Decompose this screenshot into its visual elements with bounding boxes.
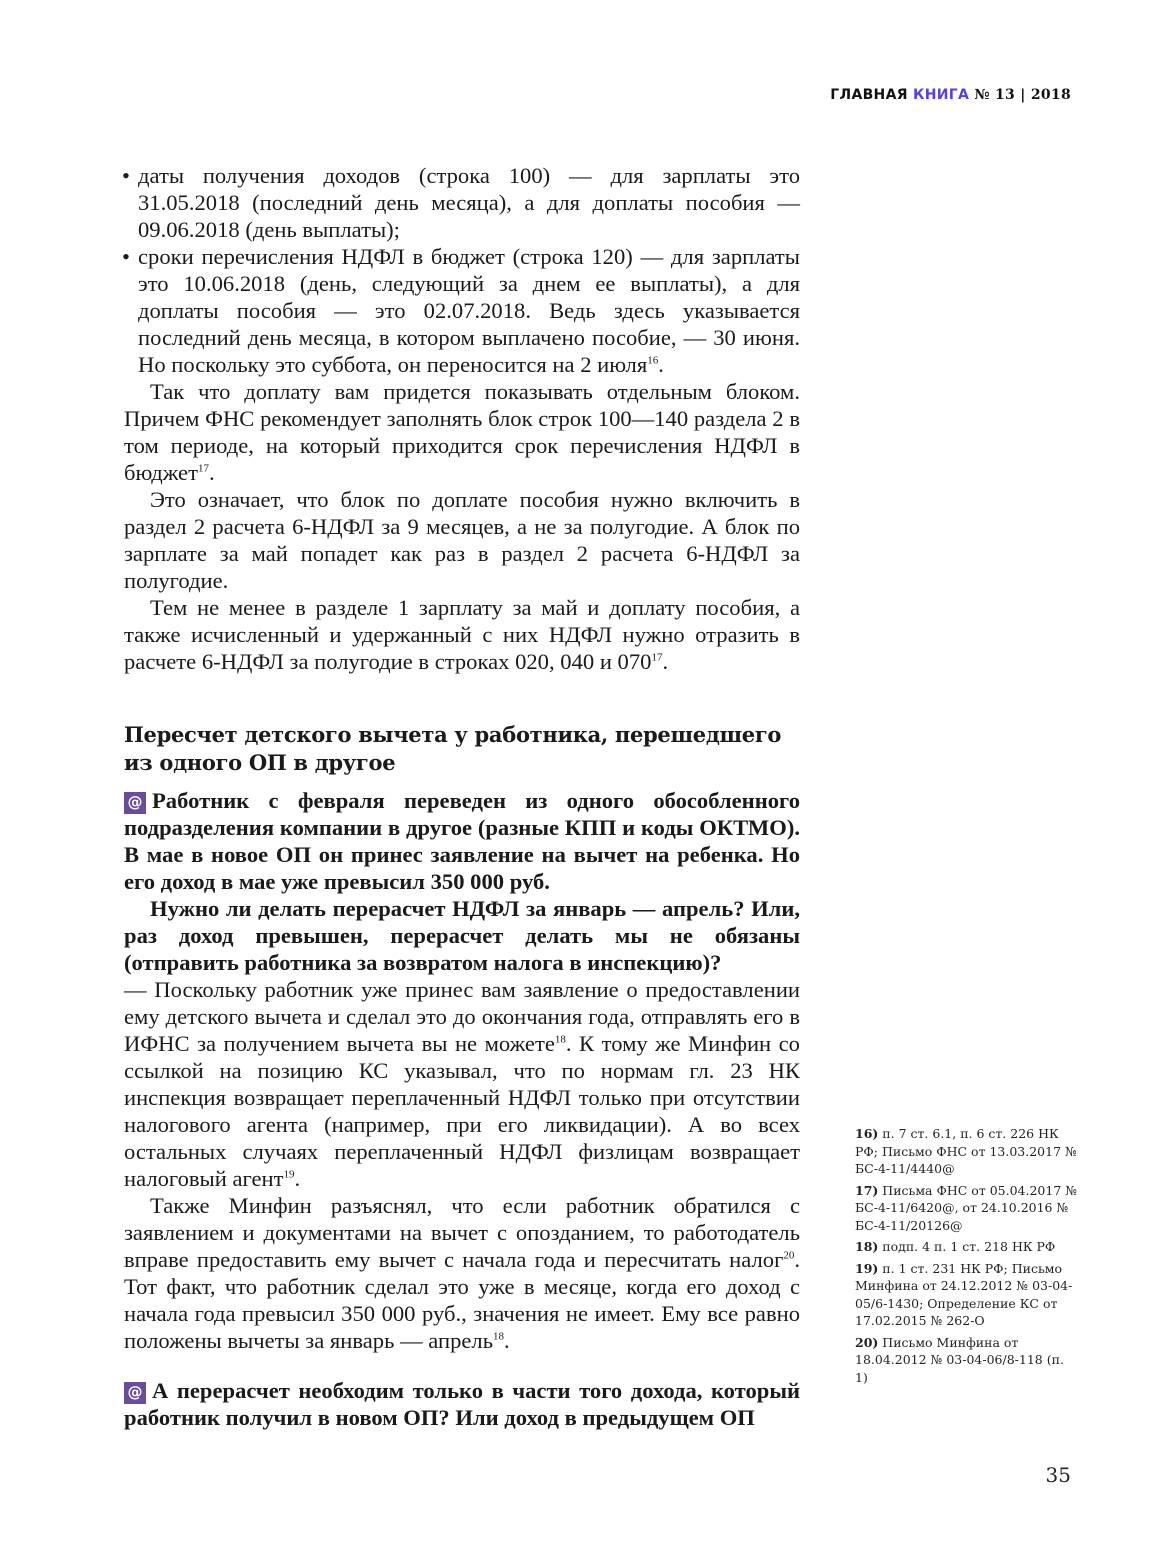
question-text: @ А перерасчет необходим только в части того дохода, который работник получил в новом ОП? Или доход в предыдущем ОП bbox=[124, 1378, 800, 1430]
footnotes-sidebar bbox=[855, 1125, 1080, 1390]
main-column bbox=[124, 162, 800, 1431]
footnote: 16) п. 7 ст. 6.1, п. 6 ст. 226 НК РФ; Письмо ФНС от 13.03.2017 № БС-4-11/4440@ bbox=[855, 1126, 1077, 1176]
list-item: • сроки перечисления НДФЛ в бюджет (строка 120) — для зарплаты это 10.06.2018 (день, следующий за днем ее выплаты), а для доплаты пособия — это 02.07.2018. Ведь здесь указывается последний день месяца, в котором выплачено пособие, — 30 июня. Но поскольку это суббота, он переносится на 2 июля$^{16}$. bbox=[124, 243, 800, 378]
paragraph: Это означает, что блок по доплате пособия нужно включить в раздел 2 расчета 6-НДФЛ за 9 месяцев, а не за полугодие. А блок по зарплате за май попадет как раз в раздел 2 расчета 6-НДФЛ за полугодие. bbox=[124, 487, 800, 593]
brand-name-part1: ГЛАВНАЯ bbox=[830, 87, 908, 103]
footnote: 17) Письма ФНС от 05.04.2017 № БС-4-11/6420@, от 24.10.2016 № БС-4-11/20126@ bbox=[855, 1182, 1078, 1233]
answer-paragraph: — Поскольку работник уже принес вам заявление о предоставлении ему детского вычета и сделал это до окончания года, отправлять его в ИФНС за получением вычета вы не можете$^{18}$. К тому же Минфин со ссылкой на позицию КС указывал, что по нормам гл. 23 НК инспекция возвращает переплаченный НДФЛ только при отсутствии налогового агента (например, при его ликвидации). А во всех остальных случаях переплаченный НДФЛ физлицам возвращает налоговый агент$^{19}$. bbox=[124, 977, 800, 1191]
footnote-ref[interactable]: 17 bbox=[651, 651, 663, 664]
at-sign-icon: @ bbox=[124, 1382, 146, 1404]
answer-paragraph: Также Минфин разъяснял, что если работник обратился с заявлением и документами на вычет с опозданием, то работодатель вправе предоставить ему вычет с начала года и пересчитать налог$^{20}$. Тот факт, что работник сделал это уже в месяце, когда его доход с начала года превысил 350 000 руб., значения не имеет. Ему все равно положены вычеты за январь — апрель$^{18}$. bbox=[124, 1193, 800, 1353]
bullet-list bbox=[124, 162, 800, 378]
section-heading: Пересчет детского вычета у работника, перешедшего из одного ОП в другое bbox=[124, 722, 782, 775]
footnote: 18) подп. 4 п. 1 ст. 218 НК РФ bbox=[855, 1239, 1056, 1254]
paragraph: Так что доплату вам придется показывать отдельным блоком. Причем ФНС рекомендует заполнять блок строк 100—140 раздела 2 в том периоде, на который приходится срок перечисления НДФЛ в бюджет$^{17}$. bbox=[124, 379, 800, 485]
footnote: 19) п. 1 ст. 231 НК РФ; Письмо Минфина от 24.12.2012 № 03-04-05/6-1430; Определение КС от 17.02.2015 № 262-О bbox=[855, 1260, 1073, 1328]
question-text-continued: Нужно ли делать перерасчет НДФЛ за январь — апрель? Или, раз доход превышен, перерасчет делать мы не обязаны (отправить работника за возвратом налога в инспекцию)? bbox=[124, 896, 800, 975]
question-text: @ Работник с февраля переведен из одного обособленного подразделения компании в другое (разные КПП и коды ОКТМО). В мае в новое ОП он принес заявление на вычет на ребенка. Но его доход в мае уже превысил 350 000 руб. bbox=[124, 788, 800, 894]
paragraph: Тем не менее в разделе 1 зарплату за май и доплату пособия, а также исчисленный и удержанный с них НДФЛ нужно отразить в расчете 6-НДФЛ за полугодие в строках 020, 040 и $070^{17}$. bbox=[124, 595, 800, 674]
page-number: 35 bbox=[1045, 1463, 1071, 1487]
footnote-ref[interactable]: 18 bbox=[554, 1033, 566, 1046]
brand-name-part2: КНИГА bbox=[912, 87, 970, 103]
footnote: 20) Письмо Минфина от 18.04.2012 № 03-04-06/8-118 (п. 1) bbox=[855, 1334, 1064, 1385]
issue-number: № 13 | 2018 bbox=[974, 87, 1071, 103]
at-sign-icon: @ bbox=[124, 792, 146, 814]
footnote-ref[interactable]: 17 bbox=[197, 462, 209, 475]
footnote-ref[interactable]: 20 bbox=[783, 1249, 795, 1262]
list-item: • даты получения доходов (строка 100) — для зарплаты это 31.05.2018 (последний день месяца), а для доплаты пособия — 09.06.2018 (день выплаты); bbox=[124, 162, 800, 243]
footnote-ref[interactable]: 19 bbox=[283, 1168, 295, 1181]
running-header bbox=[830, 87, 1071, 103]
footnote-ref[interactable]: 18 bbox=[493, 1330, 505, 1343]
footnote-ref[interactable]: 16 bbox=[647, 354, 659, 367]
